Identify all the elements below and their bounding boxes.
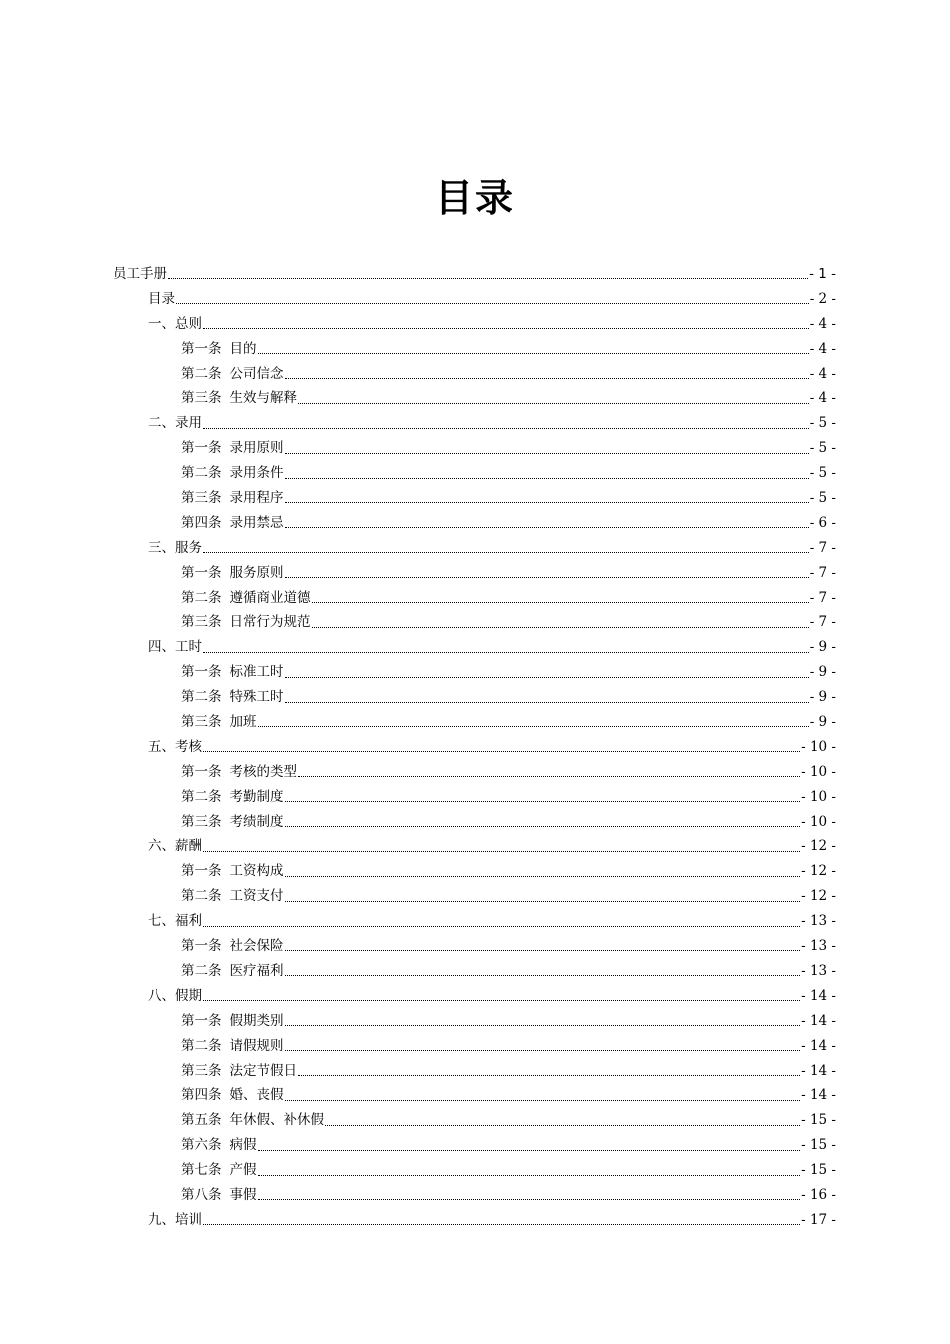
- toc-entry-label: [181, 760, 297, 785]
- toc-entry-text: 员工手册: [113, 266, 167, 282]
- toc-entry[interactable]: [0, 436, 950, 461]
- toc-dot-leader: [285, 865, 801, 879]
- toc-page-number: - 14 -: [801, 1037, 836, 1054]
- toc-page-number: - 10 -: [801, 813, 836, 830]
- toc-entry-number: 第六条: [181, 1137, 222, 1154]
- toc-entry-text: 病假: [229, 1137, 257, 1154]
- toc-entry-text: 录用禁忌: [229, 514, 284, 531]
- toc-dot-leader: [285, 964, 801, 978]
- toc-dot-leader: [285, 367, 809, 381]
- toc-entry-label: [181, 511, 284, 536]
- toc-dot-leader: [203, 740, 800, 754]
- toc-dot-leader: [285, 491, 809, 505]
- toc-entry-number: 第二条: [181, 365, 222, 382]
- toc-entry-number: 第七条: [181, 1162, 222, 1179]
- toc-entry-label: [148, 287, 175, 312]
- toc-entry[interactable]: [0, 386, 950, 411]
- toc-entry-number: 第二条: [181, 1037, 222, 1054]
- toc-entry[interactable]: [0, 1034, 950, 1059]
- toc-entry[interactable]: [0, 1158, 950, 1183]
- toc-dot-leader: [312, 591, 809, 605]
- toc-dot-leader: [285, 1014, 801, 1028]
- toc-page-number: - 4 -: [809, 390, 836, 407]
- toc-entry-number: 第一条: [181, 340, 222, 357]
- toc-dot-leader: [258, 1188, 801, 1202]
- toc-entry-number: 第三条: [181, 614, 222, 631]
- toc-entry-text: 医疗福利: [229, 962, 284, 979]
- toc-entry[interactable]: [0, 561, 950, 586]
- toc-entry-text: 七、福利: [148, 913, 202, 930]
- toc-entry-text: 考勤制度: [229, 788, 284, 805]
- toc-entry[interactable]: [0, 1183, 950, 1208]
- toc-entry-label: [148, 536, 202, 561]
- toc-dot-leader: [285, 815, 801, 829]
- toc-entry[interactable]: [0, 1083, 950, 1108]
- toc-page-number: - 9 -: [809, 714, 836, 731]
- toc-entry-label: [148, 834, 202, 859]
- toc-entry-text: 考核的类型: [229, 763, 297, 780]
- toc-entry-text: 四、工时: [148, 639, 202, 656]
- toc-entry-label: [181, 710, 257, 735]
- toc-entry[interactable]: [0, 586, 950, 611]
- toc-entry-text: 年休假、补休假: [229, 1112, 324, 1129]
- toc-dot-leader: [203, 417, 809, 431]
- toc-entry[interactable]: [0, 1009, 950, 1034]
- toc-page-number: - 5 -: [809, 490, 836, 507]
- toc-page-number: - 14 -: [801, 1012, 836, 1029]
- toc-entry[interactable]: [0, 635, 950, 660]
- toc-dot-leader: [285, 790, 801, 804]
- toc-dot-leader: [203, 989, 800, 1003]
- toc-page-number: - 12 -: [801, 863, 836, 880]
- toc-entry[interactable]: [0, 411, 950, 436]
- toc-entry[interactable]: [0, 486, 950, 511]
- toc-entry[interactable]: [0, 536, 950, 561]
- toc-entry-number: 第一条: [181, 1012, 222, 1029]
- toc-entry-number: 第二条: [181, 589, 222, 606]
- toc-entry-number: 第一条: [181, 938, 222, 955]
- toc-entry-text: 标准工时: [229, 664, 284, 681]
- toc-entry[interactable]: [0, 1208, 950, 1233]
- toc-entry[interactable]: [0, 1133, 950, 1158]
- toc-entry[interactable]: [0, 984, 950, 1009]
- toc-entry[interactable]: [0, 511, 950, 536]
- toc-page-number: - 14 -: [801, 987, 836, 1004]
- toc-entry[interactable]: [0, 810, 950, 835]
- toc-entry-text: 日常行为规范: [229, 614, 311, 631]
- toc-entry-label: [181, 959, 284, 984]
- toc-entry-number: 第二条: [181, 962, 222, 979]
- toc-entry[interactable]: [0, 362, 950, 387]
- toc-entry-label: [148, 411, 202, 436]
- toc-entry[interactable]: [0, 461, 950, 486]
- toc-entry-text: 事假: [229, 1186, 257, 1203]
- toc-entry-text: 八、假期: [148, 987, 202, 1004]
- toc-page-number: - 14 -: [801, 1062, 836, 1079]
- toc-page-number: - 15 -: [801, 1162, 836, 1179]
- toc-entry-text: 遵循商业道德: [229, 589, 311, 606]
- toc-dot-leader: [285, 1039, 801, 1053]
- toc-entry-text: 二、录用: [148, 415, 202, 432]
- toc-entry-number: 第二条: [181, 689, 222, 706]
- toc-entry-text: 录用程序: [229, 490, 284, 507]
- toc-entry-label: [181, 586, 311, 611]
- toc-entry[interactable]: [0, 287, 950, 312]
- toc-page-number: - 7 -: [809, 614, 836, 631]
- toc-entry-text: 公司信念: [229, 365, 284, 382]
- toc-entry-number: 第一条: [181, 664, 222, 681]
- toc-entry-number: 第三条: [181, 714, 222, 731]
- toc-dot-leader: [285, 516, 809, 530]
- toc-page-number: - 5 -: [809, 440, 836, 457]
- toc-page-number: - 7 -: [809, 589, 836, 606]
- toc-entry-number: 第八条: [181, 1186, 222, 1203]
- toc-entry[interactable]: [0, 610, 950, 635]
- toc-entry-number: 第二条: [181, 465, 222, 482]
- toc-dot-leader: [285, 890, 801, 904]
- toc-entry-label: [181, 1059, 297, 1084]
- toc-entry-text: 产假: [229, 1162, 257, 1179]
- toc-entry-text: 一、总则: [148, 315, 202, 332]
- toc-dot-leader: [285, 939, 801, 953]
- toc-dot-leader: [168, 267, 808, 281]
- toc-entry-number: 第三条: [181, 813, 222, 830]
- toc-entry[interactable]: [0, 710, 950, 735]
- toc-dot-leader: [258, 1139, 801, 1153]
- toc-entry-text: 工资支付: [229, 888, 284, 905]
- toc-dot-leader: [203, 541, 809, 555]
- toc-dot-leader: [203, 641, 809, 655]
- toc-entry-label: [181, 660, 284, 685]
- toc-entry[interactable]: [0, 735, 950, 760]
- toc-entry-text: 考绩制度: [229, 813, 284, 830]
- toc-entry-label: [181, 884, 284, 909]
- toc-entry[interactable]: [0, 834, 950, 859]
- toc-dot-leader: [285, 442, 809, 456]
- toc-entry-label: [181, 1009, 284, 1034]
- toc-page-number: - 2 -: [809, 290, 836, 307]
- toc-entry-number: 第二条: [181, 888, 222, 905]
- toc-entry-number: 第四条: [181, 514, 222, 531]
- toc-page-number: - 13 -: [801, 913, 836, 930]
- toc-entry-label: [181, 362, 284, 387]
- toc-entry-label: [148, 735, 202, 760]
- toc-entry-label: [181, 610, 311, 635]
- toc-entry-number: 第三条: [181, 1062, 222, 1079]
- toc-page-number: - 4 -: [809, 365, 836, 382]
- toc-page-number: - 5 -: [809, 465, 836, 482]
- toc-dot-leader: [298, 765, 800, 779]
- toc-entry-label: [181, 685, 284, 710]
- toc-entry-label: [181, 337, 257, 362]
- toc-page-number: - 12 -: [801, 838, 836, 855]
- toc-page-number: - 13 -: [801, 938, 836, 955]
- toc-entry-text: 假期类别: [229, 1012, 284, 1029]
- page-title: 目录: [434, 176, 515, 220]
- toc-entry-number: 第三条: [181, 390, 222, 407]
- toc-page-number: - 10 -: [801, 738, 836, 755]
- toc-entry-text: 录用条件: [229, 465, 284, 482]
- toc-entry-label: [181, 1133, 257, 1158]
- toc-entry-text: 工资构成: [229, 863, 284, 880]
- toc-dot-leader: [312, 616, 809, 630]
- toc-page-number: - 7 -: [809, 539, 836, 556]
- toc-entry-text: 五、考核: [148, 738, 202, 755]
- toc-page-number: - 17 -: [801, 1211, 836, 1228]
- toc-entry-label: [148, 1208, 202, 1233]
- toc-entry[interactable]: [0, 685, 950, 710]
- toc-entry-label: [181, 561, 284, 586]
- toc-entry-label: [181, 1158, 257, 1183]
- toc-entry-number: 第二条: [181, 788, 222, 805]
- toc-dot-leader: [285, 566, 809, 580]
- toc-page-number: - 7 -: [809, 564, 836, 581]
- toc-entry[interactable]: [0, 909, 950, 934]
- toc-entry[interactable]: [0, 959, 950, 984]
- toc-dot-leader: [203, 915, 800, 929]
- toc-entry-label: [181, 461, 284, 486]
- toc-page-number: - 14 -: [801, 1087, 836, 1104]
- toc-entry-label: [181, 785, 284, 810]
- toc-dot-leader: [258, 1164, 801, 1178]
- toc-entry-text: 目的: [229, 340, 257, 357]
- toc-entry[interactable]: [0, 312, 950, 337]
- toc-entry-number: 第一条: [181, 863, 222, 880]
- toc-entry-label: [181, 934, 284, 959]
- toc-page-number: - 15 -: [801, 1137, 836, 1154]
- toc-entry-label: [148, 909, 202, 934]
- toc-entry[interactable]: [0, 1059, 950, 1084]
- toc-entry-label: [181, 1083, 284, 1108]
- toc-entry-number: 第一条: [181, 564, 222, 581]
- toc-page-number: - 1 -: [809, 266, 836, 282]
- toc-page-number: - 10 -: [801, 763, 836, 780]
- toc-entry-label: [148, 984, 202, 1009]
- toc-entry-number: 第一条: [181, 440, 222, 457]
- toc-page-number: - 13 -: [801, 962, 836, 979]
- toc-dot-leader: [285, 691, 809, 705]
- toc-entry-label: [181, 386, 297, 411]
- toc-entry-label: [148, 635, 202, 660]
- toc-entry[interactable]: [0, 760, 950, 785]
- toc-entry-label: [181, 486, 284, 511]
- toc-entry[interactable]: [0, 1108, 950, 1133]
- toc-page-number: - 15 -: [801, 1112, 836, 1129]
- toc-entry-label: [181, 1108, 324, 1133]
- toc-dot-leader: [285, 666, 809, 680]
- toc-entry-number: 第一条: [181, 763, 222, 780]
- toc-page-number: - 9 -: [809, 664, 836, 681]
- toc-entry-label: [181, 1034, 284, 1059]
- toc-entry[interactable]: [0, 660, 950, 685]
- toc-dot-leader: [298, 392, 809, 406]
- toc-entry-label: [181, 436, 284, 461]
- toc-entry[interactable]: [0, 785, 950, 810]
- toc-entry-text: 加班: [229, 714, 257, 731]
- toc-page-number: - 4 -: [809, 340, 836, 357]
- toc-dot-leader: [285, 1089, 801, 1103]
- table-of-contents: [0, 262, 950, 1233]
- toc-entry-text: 六、薪酬: [148, 838, 202, 855]
- toc-entry-text: 请假规则: [229, 1037, 284, 1054]
- toc-dot-leader: [203, 840, 800, 854]
- toc-page-number: - 4 -: [809, 315, 836, 332]
- toc-entry-text: 九、培训: [148, 1211, 202, 1228]
- toc-dot-leader: [203, 1213, 800, 1227]
- toc-entry-text: 服务原则: [229, 564, 284, 581]
- toc-dot-leader: [298, 1064, 800, 1078]
- toc-page-number: - 12 -: [801, 888, 836, 905]
- toc-entry-label: [181, 810, 284, 835]
- toc-entry[interactable]: [0, 262, 950, 287]
- toc-entry-label: [181, 859, 284, 884]
- toc-entry-label: [148, 312, 202, 337]
- toc-entry-text: 录用原则: [229, 440, 284, 457]
- toc-entry-label: [113, 262, 167, 287]
- toc-page-number: - 9 -: [809, 689, 836, 706]
- toc-page-number: - 16 -: [801, 1186, 836, 1203]
- toc-entry-text: 三、服务: [148, 539, 202, 556]
- toc-page-number: - 10 -: [801, 788, 836, 805]
- toc-entry[interactable]: [0, 884, 950, 909]
- toc-entry-text: 目录: [148, 290, 175, 307]
- toc-entry-number: 第三条: [181, 490, 222, 507]
- toc-entry[interactable]: [0, 337, 950, 362]
- toc-entry-label: [181, 1183, 257, 1208]
- toc-dot-leader: [203, 317, 809, 331]
- toc-entry-text: 生效与解释: [229, 390, 297, 407]
- toc-dot-leader: [258, 715, 809, 729]
- toc-dot-leader: [258, 342, 809, 356]
- toc-entry-text: 法定节假日: [229, 1062, 297, 1079]
- toc-entry-text: 社会保险: [229, 938, 284, 955]
- toc-dot-leader: [285, 467, 809, 481]
- toc-entry-number: 第五条: [181, 1112, 222, 1129]
- toc-entry-text: 特殊工时: [229, 689, 284, 706]
- toc-entry[interactable]: [0, 859, 950, 884]
- toc-page-number: - 6 -: [809, 514, 836, 531]
- toc-page-number: - 9 -: [809, 639, 836, 656]
- toc-entry-text: 婚、丧假: [229, 1087, 284, 1104]
- toc-dot-leader: [325, 1114, 800, 1128]
- toc-entry[interactable]: [0, 934, 950, 959]
- toc-dot-leader: [176, 292, 809, 306]
- toc-page-number: - 5 -: [809, 415, 836, 432]
- toc-entry-number: 第四条: [181, 1087, 222, 1104]
